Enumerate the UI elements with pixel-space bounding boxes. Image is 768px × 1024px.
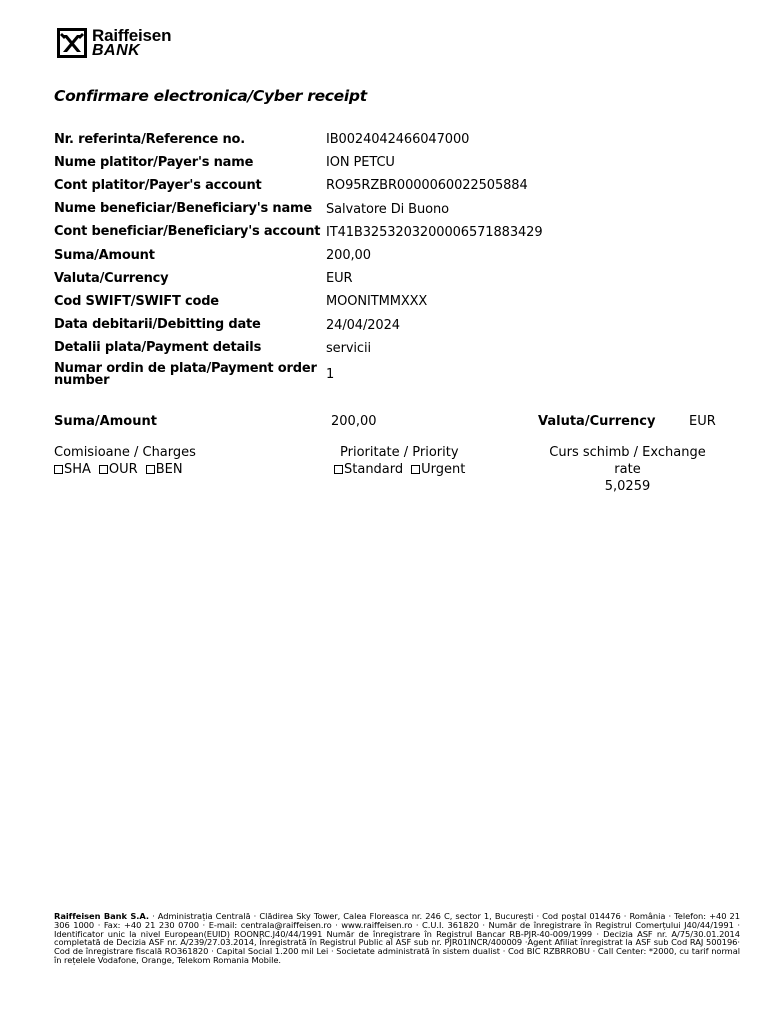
detail-row-swift — [54, 290, 714, 313]
detail-value: 1 — [326, 366, 335, 382]
charges-option-sha — [54, 461, 91, 478]
detail-label: Valuta/Currency — [54, 270, 169, 286]
detail-label: Nume beneficiar/Beneficiary's name — [54, 201, 312, 217]
raiffeisen-logo — [57, 28, 171, 58]
summary-currency-label: Valuta/Currency — [538, 414, 656, 429]
footer-text: · Administrația Centrală · Clădirea Sky Tower, Calea Floreasca nr. 246 C, sector 1, București · Cod poștal 014476 · România · Telefon: +40 21 306 1000 · Fax: +40 21 230 0700 · E-mail: centrala@raiffeisen.ro · www.raiffeisen.ro · C.U.I. 361820 · Număr de înregistrare în Registrul Comerțului J40/44/1991 · Identificator unic la nivel European(EUID) ROONRC.J40/44/1991 Număr de înregistrare în Registrul Bancar RB-PJR-40-009/1999 · Decizia ASF nr. A/75/30.01.2014 completată de Decizia ASF nr. A/239/27.03.2014, Înregistrată în Registrul Public al ASF sub nr. PJR01INCR/400009 ·Agent Afiliat înregistrat la ASF sub Cod RAJ 500196· Cod de înregistrare fiscală RO361820 · Capital Social 1.200 mil Lei · Societate administrată în sistem dualist · Cod BIC RZBRROBU · Call Center: *2000, cu tarif normal în rețelele Vodafone, Orange, Telekom Romania Mobile. — [54, 911, 740, 965]
charges-label: Comisioane / Charges — [54, 445, 196, 460]
exchange-value: 5,0259 — [604, 479, 651, 494]
option-label: OUR — [108, 462, 138, 477]
detail-value: servicii — [326, 340, 371, 356]
detail-label: Numar ordin de plata/Payment order number — [54, 360, 317, 388]
checkbox-icon — [54, 465, 63, 474]
legal-footer — [54, 912, 740, 965]
option-label: BEN — [155, 462, 183, 477]
detail-value: Salvatore Di Buono — [326, 201, 449, 217]
detail-label: Data debitarii/Debitting date — [54, 317, 261, 333]
detail-row-beneficiary-account — [54, 221, 714, 244]
priority-group — [334, 444, 473, 478]
priority-label: Prioritate / Priority — [340, 445, 459, 460]
raiffeisen-gable-cross-icon — [57, 28, 87, 58]
detail-row-beneficiary-name — [54, 198, 714, 221]
brand-line1: Raiffeisen — [92, 26, 172, 45]
priority-option-standard — [334, 461, 403, 478]
detail-value: EUR — [326, 271, 353, 287]
exchange-group — [540, 444, 715, 495]
checkbox-icon — [99, 465, 108, 474]
detail-value: RO95RZBR0000060022505884 — [326, 178, 528, 194]
detail-label: Cod SWIFT/SWIFT code — [54, 293, 219, 309]
checkbox-icon — [146, 465, 155, 474]
detail-value: MOONITMMXXX — [326, 294, 428, 310]
charges-group — [54, 444, 196, 478]
detail-value: IB0024042466047000 — [326, 132, 470, 148]
checkbox-icon — [334, 465, 343, 474]
detail-label: Cont platitor/Payer's account — [54, 177, 262, 193]
detail-label: Cont beneficiar/Beneficiary's account — [54, 224, 321, 240]
option-label: Urgent — [421, 462, 466, 477]
detail-label: Nr. referinta/Reference no. — [54, 131, 246, 147]
detail-value: IT41B3253203200006571883429 — [326, 224, 543, 240]
detail-row-payer-name — [54, 151, 714, 174]
detail-row-order-number — [54, 360, 714, 394]
checkbox-icon — [411, 465, 420, 474]
detail-value: ION PETCU — [326, 155, 395, 171]
detail-row-reference — [54, 128, 714, 151]
charges-option-our — [99, 461, 138, 478]
detail-row-amount — [54, 244, 714, 267]
option-label: Standard — [344, 462, 404, 477]
summary-amount-label: Suma/Amount — [54, 414, 157, 429]
detail-row-debit-date — [54, 314, 714, 337]
detail-row-currency — [54, 267, 714, 290]
detail-value: 200,00 — [326, 248, 371, 264]
charges-option-ben — [146, 461, 183, 478]
page-title: Confirmare electronica/Cyber receipt — [54, 87, 367, 105]
summary-currency-value: EUR — [689, 414, 716, 429]
detail-row-payment-details — [54, 337, 714, 360]
brand-line2: BANK — [92, 42, 141, 59]
priority-option-urgent — [411, 461, 465, 478]
detail-label: Nume platitor/Payer's name — [54, 154, 254, 170]
receipt-details — [54, 128, 714, 394]
detail-label: Detalii plata/Payment details — [54, 340, 262, 356]
exchange-label: Curs schimb / Exchange rate — [549, 445, 706, 477]
footer-company: Raiffeisen Bank S.A. — [54, 911, 149, 921]
detail-value: 24/04/2024 — [326, 317, 400, 333]
summary-amount-value: 200,00 — [331, 414, 377, 429]
option-label: SHA — [64, 462, 91, 477]
detail-row-payer-account — [54, 174, 714, 197]
detail-label: Suma/Amount — [54, 247, 155, 263]
